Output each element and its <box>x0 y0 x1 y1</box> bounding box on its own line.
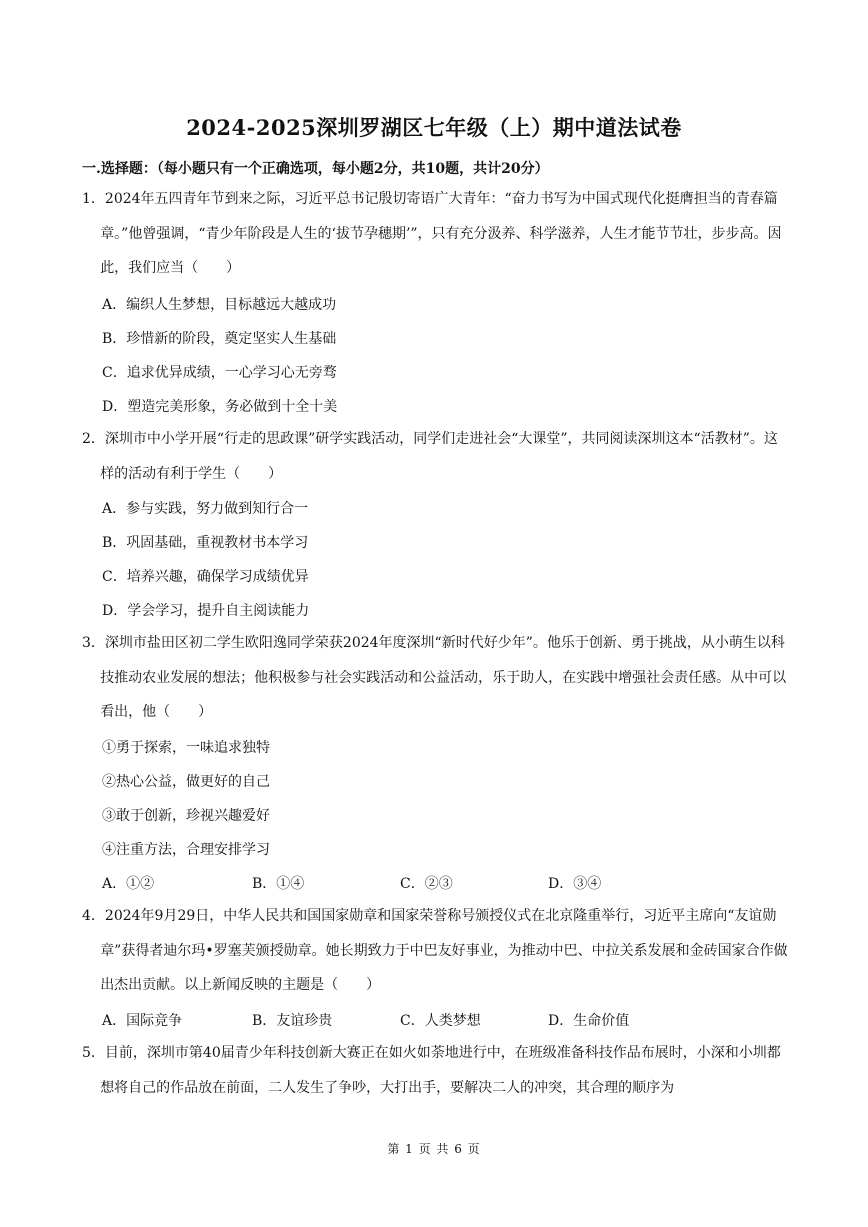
page-title: 2024-2025深圳罗湖区七年级（上）期中道法试卷 <box>186 115 682 140</box>
statement-4: ④注重方法，合理安排学习 <box>102 842 270 858</box>
option-c: C．培养兴趣，确保学习成绩优异 <box>102 569 309 585</box>
question-5 <box>82 1036 790 1105</box>
option-c: C．追求优异成绩，一心学习心无旁骛 <box>102 365 337 381</box>
statement-2: ②热心公益，做更好的自己 <box>102 774 270 790</box>
option-a: A．编织人生梦想，目标越远大越成功 <box>102 297 337 313</box>
page-footer: 第 1 页 共 6 页 <box>387 1142 481 1156</box>
option-a: A．国际竞争 <box>102 1013 183 1029</box>
option-d: D．塑造完美形象，务必做到十全十美 <box>102 399 338 415</box>
question-stem: 3．深圳市盐田区初二学生欧阳逸同学荣获2024年度深圳“新时代好少年”。他乐于创新、勇于挑战，从小萌生以科技推动农业发展的想法；他积极参与社会实践活动和公益活动，乐于助人，在实践中增强社会责任感。从中可以看出，他（ ） <box>82 635 787 720</box>
section-heading: 一.选择题：（每小题只有一个正确选项，每小题2分，共10题，共计20分） <box>82 161 549 177</box>
statement-1: ①勇于探索，一味追求独特 <box>102 740 270 756</box>
options-row <box>102 873 802 893</box>
option-c: C．人类梦想 <box>400 1013 481 1029</box>
option-d: D．生命价值 <box>548 1013 630 1029</box>
option-d: D．学会学习，提升自主阅读能力 <box>102 603 310 619</box>
question-3 <box>82 626 790 730</box>
option-b: B．巩固基础，重视教材书本学习 <box>102 535 309 551</box>
question-2 <box>82 422 790 491</box>
options-row <box>102 1010 802 1030</box>
statement-3: ③敢于创新，珍视兴趣爱好 <box>102 808 270 824</box>
option-d: D．③④ <box>548 876 602 892</box>
option-c: C．②③ <box>400 876 453 892</box>
option-b: B．珍惜新的阶段，奠定坚实人生基础 <box>102 331 337 347</box>
question-stem: 5．目前，深圳市第40届青少年科技创新大赛正在如火如荼地进行中，在班级准备科技作品布展时，小深和小圳都想将自己的作品放在前面，二人发生了争吵，大打出手，要解决二人的冲突，其合理的顺序为 <box>82 1045 781 1096</box>
question-4 <box>82 899 790 1003</box>
option-a: A．参与实践，努力做到知行合一 <box>102 501 309 517</box>
option-b: B．①④ <box>252 876 305 892</box>
option-b: B．友谊珍贵 <box>252 1013 333 1029</box>
question-stem: 2．深圳市中小学开展“行走的思政课”研学实践活动，同学们走进社会“大课堂”，共同阅读深圳这本“活教材”。这样的活动有利于学生（ ） <box>82 431 778 482</box>
option-a: A．①② <box>102 876 155 892</box>
question-stem: 1．2024年五四青年节到来之际，习近平总书记殷切寄语广大青年：“奋力书写为中国式现代化挺膺担当的青春篇章。”他曾强调，“青少年阶段是人生的‘拔节孕穗期’”，只有充分汲养、科学滋养，人生才能节节壮，步步高。因此，我们应当（ ） <box>82 191 782 276</box>
question-1 <box>82 182 790 286</box>
question-stem: 4．2024年9月29日，中华人民共和国国家勋章和国家荣誉称号颁授仪式在北京隆重举行，习近平主席向“友谊勋章”获得者迪尔玛•罗塞芙颁授勋章。她长期致力于中巴友好事业，为推动中巴、中拉关系发展和金砖国家合作做出杰出贡献。以上新闻反映的主题是（ ） <box>82 908 788 993</box>
